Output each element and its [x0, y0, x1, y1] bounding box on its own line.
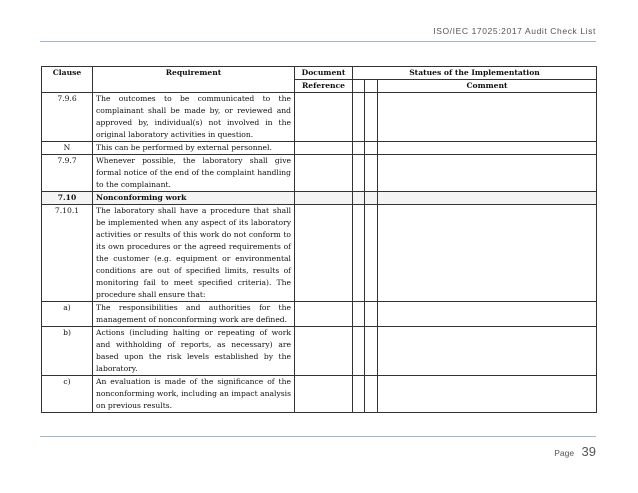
requirement-cell: This can be performed by external personnel.: [93, 142, 295, 155]
status-cell-2[interactable]: [365, 302, 378, 327]
document-reference-cell[interactable]: [295, 302, 353, 327]
requirement-cell: The responsibilities and authorities for the management of nonconforming work are defined.: [93, 302, 295, 327]
clause-cell: 7.9.7: [42, 155, 93, 192]
document-reference-cell: [295, 192, 353, 205]
reference-header: Reference: [295, 80, 353, 93]
page-number: 39: [581, 444, 596, 459]
comment-cell[interactable]: [378, 155, 597, 192]
comment-cell: [378, 192, 597, 205]
requirement-cell: The laboratory shall have a procedure that shall be implemented when any aspect of its laboratory activities or results of this work do not conform to its own procedures or the agreed requirements of the customer (e.g. equipment or environmental conditions are out of specified limits, results of monitoring fail to meet specified criteria). The procedure shall ensure that:: [93, 205, 295, 302]
document-reference-cell[interactable]: [295, 155, 353, 192]
header-divider: [40, 41, 596, 42]
document-header: Document: [295, 67, 353, 80]
document-reference-cell[interactable]: [295, 327, 353, 376]
comment-cell[interactable]: [378, 205, 597, 302]
page-footer: [554, 443, 596, 461]
clause-cell: 7.9.6: [42, 93, 93, 142]
status-subcolumn-1: [353, 80, 365, 93]
clause-cell: c): [42, 376, 93, 413]
document-reference-cell[interactable]: [295, 142, 353, 155]
clause-cell: 7.10.1: [42, 205, 93, 302]
comment-header: Comment: [378, 80, 597, 93]
section-title-cell: Nonconforming work: [93, 192, 295, 205]
requirement-header: Requirement: [93, 67, 295, 93]
status-cell-1[interactable]: [353, 327, 365, 376]
page-label: Page: [554, 448, 575, 458]
clause-cell: b): [42, 327, 93, 376]
status-header: Statues of the Implementation: [353, 67, 597, 80]
status-cell-2[interactable]: [365, 327, 378, 376]
status-subcolumn-2: [365, 80, 378, 93]
status-cell-2[interactable]: [365, 376, 378, 413]
status-cell-1[interactable]: [353, 205, 365, 302]
header-title: ISO/IEC 17025:2017 Audit Check List: [433, 26, 596, 36]
document-reference-cell[interactable]: [295, 93, 353, 142]
table-row: [42, 205, 597, 302]
status-cell-2[interactable]: [365, 93, 378, 142]
requirement-cell: Actions (including halting or repeating of work and withholding of reports, as necessary) are based upon the risk levels established by the laboratory.: [93, 327, 295, 376]
status-cell-2: [365, 192, 378, 205]
table-header-row: [42, 67, 597, 80]
table-row: [42, 155, 597, 192]
status-cell-1[interactable]: [353, 155, 365, 192]
audit-checklist-table: [41, 66, 597, 413]
status-cell-1: [353, 192, 365, 205]
comment-cell[interactable]: [378, 93, 597, 142]
document-reference-cell[interactable]: [295, 376, 353, 413]
clause-cell: N: [42, 142, 93, 155]
requirement-cell: Whenever possible, the laboratory shall give formal notice of the end of the complaint handling to the complainant.: [93, 155, 295, 192]
requirement-cell: An evaluation is made of the significance of the nonconforming work, including an impact analysis on previous results.: [93, 376, 295, 413]
comment-cell[interactable]: [378, 327, 597, 376]
table-row: [42, 142, 597, 155]
comment-cell[interactable]: [378, 302, 597, 327]
table-row: [42, 376, 597, 413]
comment-cell[interactable]: [378, 142, 597, 155]
comment-cell[interactable]: [378, 376, 597, 413]
document-reference-cell[interactable]: [295, 205, 353, 302]
table-row: [42, 327, 597, 376]
footer-divider: [40, 436, 596, 437]
status-cell-2[interactable]: [365, 155, 378, 192]
status-cell-1[interactable]: [353, 302, 365, 327]
clause-cell: a): [42, 302, 93, 327]
status-cell-1[interactable]: [353, 142, 365, 155]
status-cell-2[interactable]: [365, 142, 378, 155]
status-cell-1[interactable]: [353, 376, 365, 413]
table-row: [42, 93, 597, 142]
requirement-cell: The outcomes to be communicated to the complainant shall be made by, or reviewed and approved by, individual(s) not involved in the original laboratory activities in question.: [93, 93, 295, 142]
status-cell-2[interactable]: [365, 205, 378, 302]
status-cell-1[interactable]: [353, 93, 365, 142]
table-row: [42, 302, 597, 327]
section-clause-cell: 7.10: [42, 192, 93, 205]
clause-header: Clause: [42, 67, 93, 93]
section-row: [42, 192, 597, 205]
